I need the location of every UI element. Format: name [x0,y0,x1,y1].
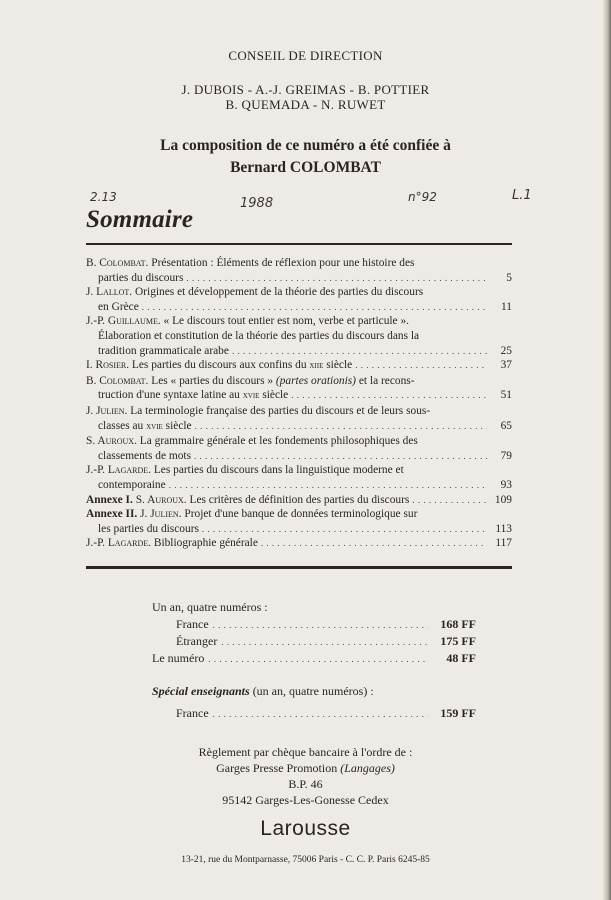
toc-title-line: « Le discours tout entier est nom, verbe et particule ». [163,315,410,328]
toc-title-line: La grammaire générale et les fondements philosophiques des [139,435,418,448]
dot-leader [208,651,428,666]
dot-leader [169,478,487,493]
dot-leader [202,522,487,537]
price-label: Étranger [176,634,218,648]
toc-entry [86,434,512,463]
price-row-special-france [176,706,476,721]
toc-entry [86,493,512,508]
toc-entry [86,463,512,492]
price-amount: 175 FF [440,634,476,648]
toc-author: S. Auroux. [135,493,187,506]
dot-leader [232,344,487,359]
toc-author: J.-P. Lagarde. [86,464,151,477]
toc-page-number: 65 [500,419,512,432]
payment-line-3: B.P. 46 [288,777,323,791]
handwritten-shelf-number: 2.13 [90,190,117,204]
composition-line: La composition de ce numéro a été confiée à [160,137,451,154]
toc-title-line: classes au [98,419,144,432]
payment-line-1: Règlement par chèque bancaire à l'ordre de : [198,745,413,759]
toc-author: J.-P. Lagarde. [86,537,151,550]
toc-page-number: 51 [500,389,512,402]
toc-page-number: 113 [495,522,512,535]
dot-leader [412,493,487,508]
toc-title-line: siècle [262,389,289,402]
handwritten-issue-number: n°92 [408,190,437,204]
payment-line-2 [0,760,611,776]
table-of-contents [86,256,512,551]
toc-title-line: Origines et développement de la théorie des parties du discours [135,286,424,299]
toc-title-line: siècle [326,359,353,372]
toc-annex-prefix: Annexe II. [86,508,138,521]
dot-leader [213,617,428,632]
toc-entry [86,256,512,285]
toc-title-line: classements de mots [98,449,192,462]
toc-title-line: Les parties du discours dans la linguistique moderne et [153,464,404,477]
toc-author: S. Auroux. [86,435,137,448]
special-heading-bold: Spécial enseignants [152,684,250,698]
dot-leader [186,271,487,286]
dot-leader [195,419,487,434]
toc-entry [86,374,512,404]
dot-leader [142,300,487,315]
sommaire-top-rule [86,243,512,245]
special-heading-rest: (un an, quatre numéros) : [252,684,374,698]
publisher-address: 13-21, rue du Montparnasse, 75006 Paris - C. C. P. Paris 6245-85 [181,855,430,865]
dot-leader [261,536,487,551]
price-amount: 159 FF [440,706,476,720]
price-label: France [176,617,209,631]
price-amount: 48 FF [446,651,476,665]
council-members-line-2: B. QUEMADA - N. RUWET [225,97,386,112]
composer-name: Bernard COLOMBAT [230,159,381,176]
sommaire-bottom-rule [86,566,512,569]
special-teachers-heading [152,684,374,699]
century-numeral: xvie [146,421,163,432]
handwritten-mark: L.1 [512,188,532,203]
toc-entry [86,507,512,536]
toc-title-line: les parties du discours [98,522,199,535]
toc-intro: Présentation : [151,257,214,269]
toc-title-line: Projet d'une banque de données terminologique sur [184,508,418,521]
price-row-france [176,617,476,632]
toc-entry [86,358,512,374]
toc-title-line: Les parties du discours aux confins du [131,359,307,372]
price-label: Le numéro [152,651,205,665]
toc-title-line: et la recons- [358,374,415,387]
dot-leader [194,449,487,464]
century-numeral: xiie [309,361,324,372]
toc-page-number: 79 [500,449,512,462]
toc-title-line: Les « parties du discours » [151,374,274,387]
toc-title-line: tradition grammaticale arabe [98,344,229,357]
payment-block [0,744,611,808]
toc-author: B. Colombat. [86,257,149,269]
toc-page-number: 109 [494,493,512,506]
price-row-le-numero [152,651,476,666]
price-label: France [176,706,209,720]
price-amount: 168 FF [440,617,476,631]
toc-annex-prefix: Annexe I. [86,493,133,506]
toc-entry [86,314,512,358]
toc-author: J. Lallot. [86,286,133,299]
toc-title-line: truction d'une syntaxe latine au [98,389,240,402]
toc-entry [86,404,512,434]
toc-title-line: en Grèce [98,300,139,313]
toc-entry [86,536,512,551]
sommaire-title: Sommaire [86,206,194,233]
toc-page-number: 25 [500,344,512,357]
payment-payee-journal: (Langages) [340,761,395,775]
toc-title-line: Élaboration et constitution de la théorie des parties du discours dans la [98,329,420,342]
dot-leader [213,706,428,721]
toc-author: B. Colombat. [86,374,149,387]
toc-title-line: La terminologie française des parties du discours et de leurs sous- [130,404,431,417]
toc-title-line: parties du discours [98,271,184,284]
toc-page-number: 5 [506,271,512,284]
toc-author: J. Julien. [140,508,182,521]
council-title: CONSEIL DE DIRECTION [228,48,383,63]
publisher-logo: Larousse [260,817,351,840]
toc-page-number: 37 [500,359,512,372]
toc-title-line: Les critères de définition des parties du discours [189,493,410,506]
toc-title-line: Éléments de réflexion pour une histoire des [216,257,415,269]
price-row-etranger [176,634,476,649]
dot-leader [355,358,487,373]
dot-leader [291,388,487,403]
toc-page-number: 117 [495,537,512,550]
toc-title-line: contemporaine [98,478,166,491]
century-numeral: xvie [242,391,260,402]
toc-title-line: siècle [165,419,192,432]
toc-page-number: 93 [500,478,512,491]
council-members-line-1: J. DUBOIS - A.-J. GREIMAS - B. POTTIER [181,82,430,97]
toc-author: J.-P. Guillaume. [86,315,161,328]
toc-page-number: 11 [501,300,512,313]
toc-author: I. Rosier. [86,359,130,372]
toc-title-line: Bibliographie générale [153,537,258,550]
toc-title-italic: (partes orationis) [275,374,356,387]
payment-payee: Garges Presse Promotion [216,761,338,775]
handwritten-year: 1988 [240,196,274,211]
toc-entry [86,285,512,314]
toc-author: J. Julien. [86,404,128,417]
dot-leader [221,634,428,649]
payment-line-4: 95142 Garges-Les-Gonesse Cedex [222,793,389,807]
subscription-heading: Un an, quatre numéros : [152,600,268,614]
